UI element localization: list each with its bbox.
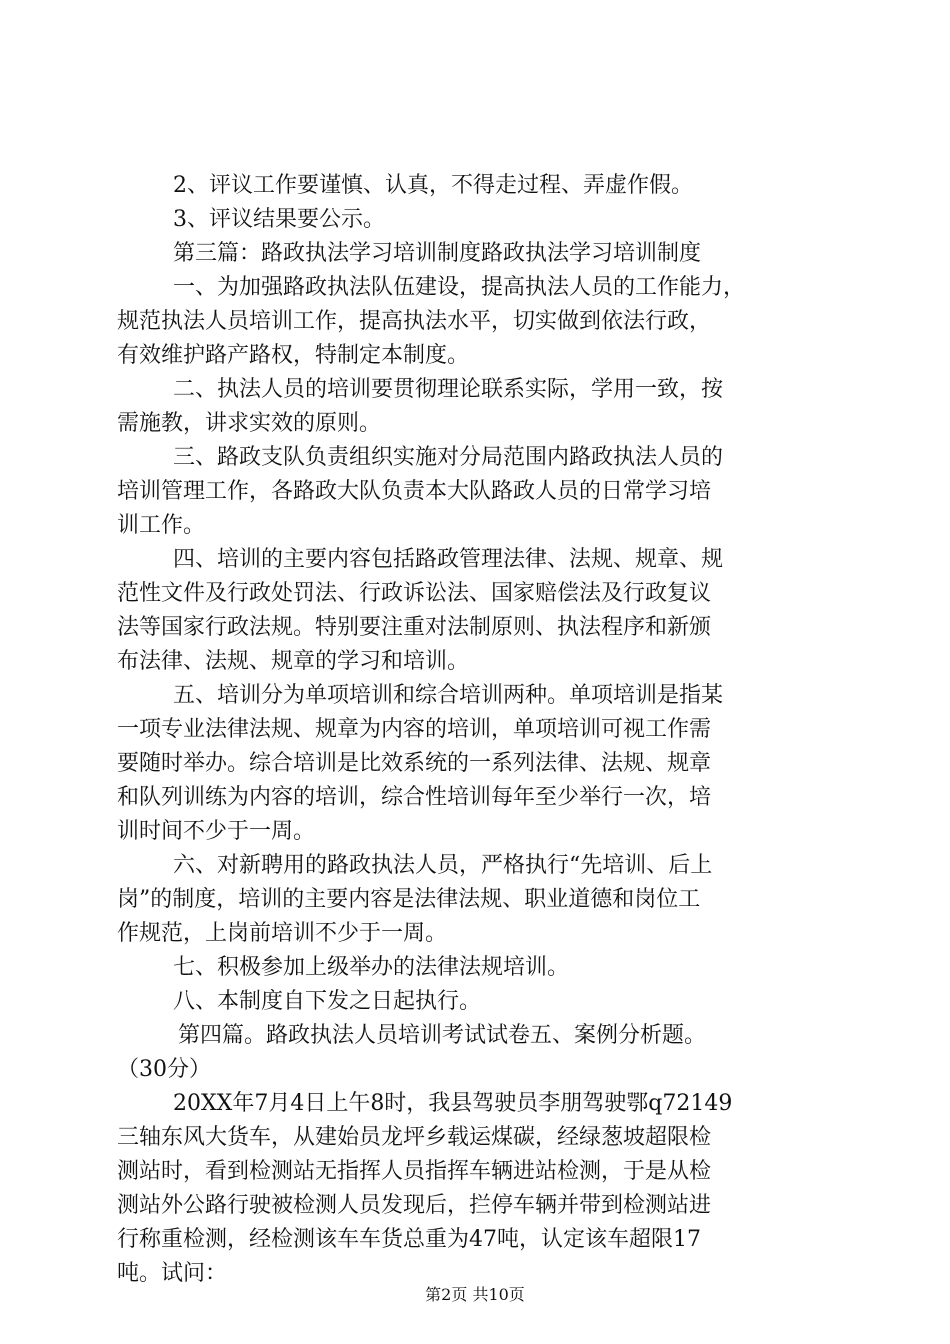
text-line: 一、为加强路政执法队伍建设，提高执法人员的工作能力， bbox=[173, 275, 746, 300]
text-line: 训工作。 bbox=[117, 513, 206, 538]
text-line: 范性文件及行政处罚法、行政诉讼法、国家赔偿法及行政复议 bbox=[117, 581, 712, 606]
text-line: 一项专业法律法规、规章为内容的培训，单项培训可视工作需 bbox=[117, 717, 712, 742]
text-line: 培训管理工作，各路政大队负责本大队路政人员的日常学习培 bbox=[117, 479, 712, 504]
text-line: 2、评议工作要谨慎、认真，不得走过程、弄虚作假。 bbox=[173, 173, 693, 198]
text-line: 二、执法人员的培训要贯彻理论联系实际，学用一致，按 bbox=[173, 377, 724, 402]
text-line: 三、路政支队负责组织实施对分局范围内路政执法人员的 bbox=[173, 445, 724, 470]
text-line: 需施教，讲求实效的原则。 bbox=[117, 411, 382, 436]
text-line: 法等国家行政法规。特别要注重对法制原则、执法程序和新颁 bbox=[117, 615, 712, 640]
text-line: 五、培训分为单项培训和综合培训两种。单项培训是指某 bbox=[173, 683, 724, 708]
text-line: 测站外公路行驶被检测人员发现后，拦停车辆并带到检测站进 bbox=[117, 1193, 712, 1218]
text-line: 和队列训练为内容的培训，综合性培训每年至少举行一次，培 bbox=[117, 785, 712, 810]
text-line: 测站时，看到检测站无指挥人员指挥车辆进站检测，于是从检 bbox=[117, 1159, 712, 1184]
document-body bbox=[117, 169, 835, 1291]
text-line: 七、积极参加上级举办的法律法规培训。 bbox=[173, 955, 570, 980]
section-title: 第四篇。路政执法人员培训考试试卷五、案例分析题。 bbox=[178, 1023, 707, 1048]
text-line: 要随时举办。综合培训是比效系统的一系列法律、法规、规章 bbox=[117, 751, 712, 776]
text-line: 规范执法人员培训工作，提高执法水平，切实做到依法行政， bbox=[117, 309, 712, 334]
text-line: 3、评议结果要公示。 bbox=[173, 207, 385, 232]
text-line: 20XX年7月4日上午8时，我县驾驶员李朋驾驶鄂q72149 bbox=[173, 1091, 733, 1116]
text-line: 四、培训的主要内容包括路政管理法律、法规、规章、规 bbox=[173, 547, 724, 572]
text-line: 八、本制度自下发之日起执行。 bbox=[173, 989, 482, 1014]
text-line: 三轴东风大货车，从建始员龙坪乡载运煤碳，经绿葱坡超限检 bbox=[117, 1125, 712, 1150]
text-line: （30分） bbox=[117, 1057, 211, 1082]
text-line: 六、对新聘用的路政执法人员，严格执行“先培训、后上 bbox=[173, 853, 713, 878]
text-line: 行称重检测，经检测该车车货总重为47吨，认定该车超限17 bbox=[117, 1227, 701, 1252]
text-line: 岗”的制度，培训的主要内容是法律法规、职业道德和岗位工 bbox=[117, 887, 701, 912]
text-line: 吨。试问： bbox=[117, 1261, 228, 1286]
section-title: 第三篇：路政执法学习培训制度路政执法学习培训制度 bbox=[173, 241, 702, 266]
text-line: 训时间不少于一周。 bbox=[117, 819, 316, 844]
text-line: 布法律、法规、规章的学习和培训。 bbox=[117, 649, 470, 674]
text-line: 有效维护路产路权，特制定本制度。 bbox=[117, 343, 470, 368]
text-line: 作规范，上岗前培训不少于一周。 bbox=[117, 921, 448, 946]
page-footer bbox=[0, 1285, 950, 1305]
page-indicator: 第2页 共10页 bbox=[425, 1285, 525, 1304]
